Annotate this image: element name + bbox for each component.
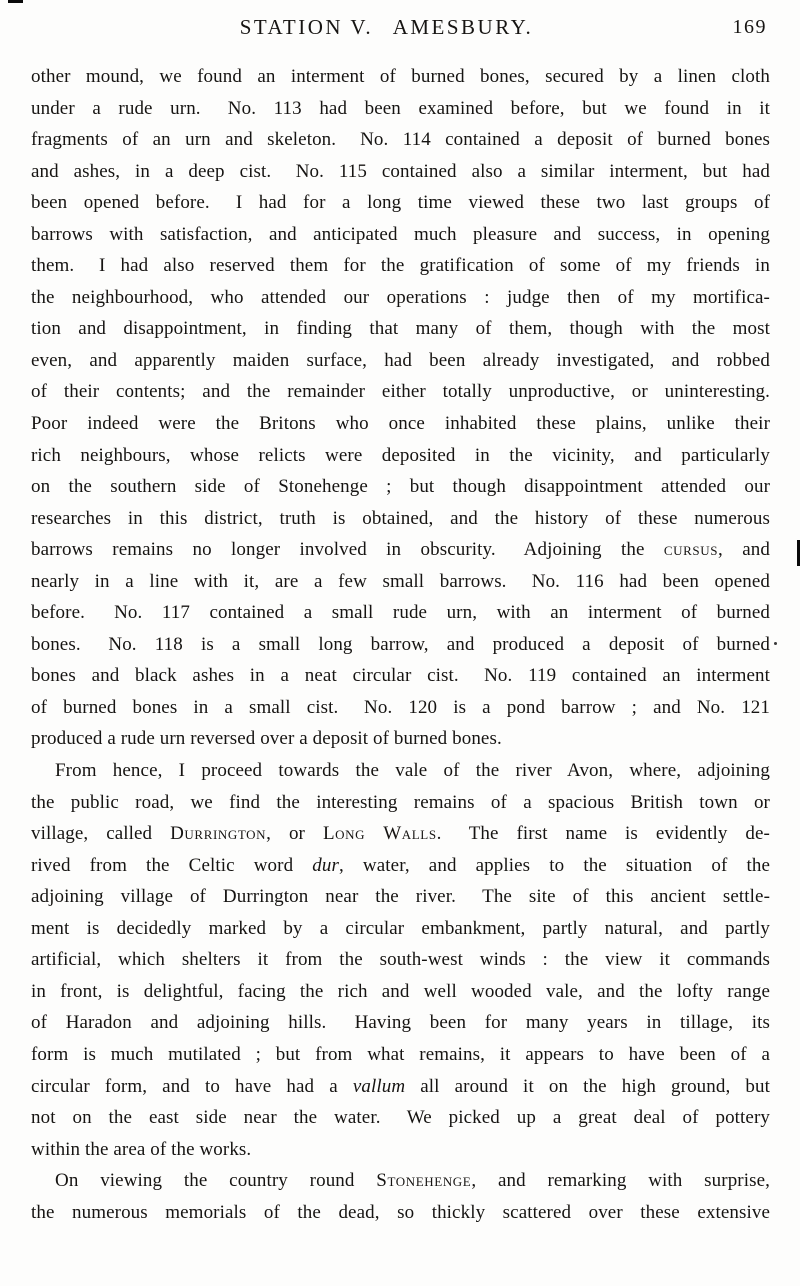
text-line (31, 187, 770, 219)
text-span: before. No. 117 contained a small rude urn, with an interment of burned (31, 602, 770, 624)
text-line (31, 723, 770, 755)
text-line (31, 1102, 770, 1134)
text-span: the neighbourhood, who attended our operations : judge then of my mortifica- (31, 286, 770, 308)
text-span: rich neighbours, whose relicts were deposited in the vicinity, and particularly (31, 444, 770, 466)
text-span: the public road, we find the interesting remains of a spacious British town or (31, 791, 770, 813)
text-line (31, 250, 770, 282)
running-head-title: STATION V. AMESBURY. (239, 15, 534, 39)
text-line (31, 440, 770, 472)
scan-artifact-dot (774, 642, 777, 645)
text-line (31, 692, 770, 724)
text-span: , or (266, 823, 323, 845)
text-line (31, 818, 770, 850)
text-span: researches in this district, truth is obtained, and the history of these numerous (31, 507, 770, 529)
text-span: been opened before. I had for a long time viewed these two last groups of (31, 192, 770, 214)
text-line (31, 660, 770, 692)
smallcaps-span: cursus (663, 539, 719, 561)
text-span: of burned bones in a small cist. No. 120 is a pond barrow ; and No. 121 (31, 696, 770, 718)
text-line (31, 503, 770, 535)
text-line (31, 408, 770, 440)
text-span: and ashes, in a deep cist. No. 115 contained also a similar interment, but had (31, 160, 770, 182)
smallcaps-span: Long Walls (322, 823, 437, 845)
text-span: of their contents; and the remainder either totally unproductive, or uninteresting. (31, 381, 770, 403)
smallcaps-span: Stonehenge (376, 1170, 472, 1192)
text-line (31, 219, 770, 251)
text-line (31, 881, 770, 913)
text-span: not on the east side near the water. We picked up a great deal of pottery (31, 1107, 770, 1129)
text-span: under a rude urn. No. 113 had been examined before, but we found in it (31, 97, 770, 119)
text-span: barrows remains no longer involved in obscurity. Adjoining the (31, 539, 664, 561)
text-span: all around it on the high ground, but (405, 1075, 770, 1097)
text-span: even, and apparently maiden surface, had been already investigated, and robbed (31, 349, 770, 371)
italic-span: vallum (352, 1075, 406, 1097)
text-line (31, 156, 770, 188)
text-line (31, 1197, 770, 1229)
text-span: rived from the Celtic word (31, 854, 313, 876)
text-span: . The first name is evidently de- (436, 823, 770, 845)
text-line (31, 597, 770, 629)
text-span: adjoining village of Durrington near the river. The site of this ancient settle- (31, 886, 770, 908)
text-line (31, 282, 770, 314)
text-span: of Haradon and adjoining hills. Having been for many years in tillage, its (31, 1012, 770, 1034)
text-line (31, 1134, 770, 1166)
text-span: within the area of the works. (31, 1138, 252, 1160)
text-line (31, 1039, 770, 1071)
text-line (31, 787, 770, 819)
text-span: Poor indeed were the Britons who once inhabited these plains, unlike their (31, 413, 770, 435)
text-line (31, 61, 770, 93)
smallcaps-span: Durrington (170, 823, 267, 845)
text-span: village, called (31, 823, 171, 845)
text-line (31, 534, 770, 566)
text-line (31, 1165, 770, 1197)
text-line (31, 976, 770, 1008)
text-span: in front, is delightful, facing the rich and well wooded vale, and the lofty range (31, 980, 770, 1002)
text-span: artificial, which shelters it from the south-west winds : the view it commands (31, 949, 770, 971)
text-line (31, 376, 770, 408)
text-span: circular form, and to have had a (31, 1075, 353, 1097)
text-span: ment is decidedly marked by a circular embankment, partly natural, and partly (31, 917, 770, 939)
text-line (31, 629, 770, 661)
text-line (31, 313, 770, 345)
text-line (31, 850, 770, 882)
text-span: , and (718, 539, 770, 561)
text-span: other mound, we found an interment of burned bones, secured by a linen cloth (31, 66, 770, 87)
text-span: nearly in a line with it, are a few small barrows. No. 116 had been opened (31, 570, 770, 592)
text-line (31, 124, 770, 156)
text-span: bones and black ashes in a neat circular cist. No. 119 contained an interment (31, 665, 770, 687)
text-line (31, 1007, 770, 1039)
italic-span: dur (312, 854, 339, 876)
text-line (31, 755, 770, 787)
text-line (31, 93, 770, 125)
text-span: On viewing the country round (55, 1170, 377, 1192)
text-span: on the southern side of Stonehenge ; but though disappointment attended our (31, 476, 770, 498)
text-line (31, 566, 770, 598)
text-line (31, 913, 770, 945)
text-span: produced a rude urn reversed over a deposit of burned bones. (31, 728, 502, 750)
text-span: tion and disappointment, in finding that many of them, though with the most (31, 318, 770, 340)
text-line (31, 944, 770, 976)
text-span: barrows with satisfaction, and anticipated much pleasure and success, in opening (31, 223, 770, 245)
text-span: the numerous memorials of the dead, so thickly scattered over these extensive (31, 1201, 770, 1223)
scan-artifact-top-left (8, 0, 23, 3)
text-line (31, 471, 770, 503)
text-line (31, 1071, 770, 1103)
text-span: From hence, I proceed towards the vale of the river Avon, where, adjoining (55, 760, 770, 782)
text-span: form is much mutilated ; but from what remains, it appears to have been of a (31, 1043, 770, 1065)
text-span: bones. No. 118 is a small long barrow, and produced a deposit of burned (31, 633, 770, 655)
text-span: them. I had also reserved them for the gratification of some of my friends in (31, 255, 770, 277)
page-number: 169 (732, 16, 767, 38)
page-header (31, 12, 770, 42)
text-line (31, 345, 770, 377)
page-body (31, 61, 770, 1228)
text-span: , water, and applies to the situation of the (338, 854, 770, 876)
text-span: fragments of an urn and skeleton. No. 114 contained a deposit of burned bones (31, 129, 770, 151)
text-span: , and remarking with surprise, (471, 1170, 770, 1192)
